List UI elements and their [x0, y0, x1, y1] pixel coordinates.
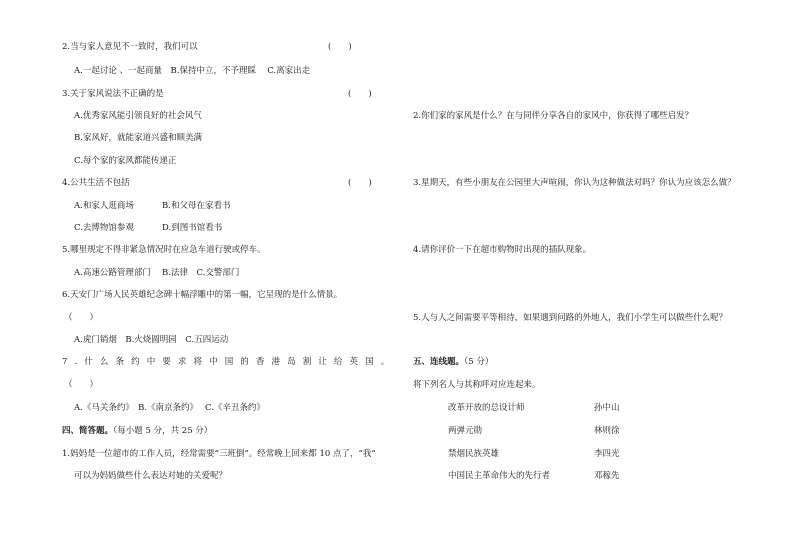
match-right-item: 林则徐	[594, 426, 620, 436]
match-left-item: 禁烟民族英雄	[448, 449, 500, 459]
q4-option-d: D.到图书馆看书	[162, 223, 223, 233]
short-answer-q4: 4.请你评价一下在超市购物时出现的插队现象。	[413, 245, 592, 255]
q3-answer-paren: ( )	[348, 89, 372, 99]
q3-option-b: B.家风好，就能家道兴盛和顺美满	[74, 133, 202, 143]
q4-option-c: C.去博物馆参观	[74, 223, 134, 233]
short-answer-q1-line2: 可以为妈妈做些什么表达对她的关爱呢？	[74, 471, 228, 481]
match-right-item: 李四光	[594, 449, 620, 459]
q6-stem: 6.天安门广场人民英雄纪念碑十幅浮雕中的第一幅，它呈现的是什么情景。	[62, 290, 343, 300]
q4-option-a: A.和家人逛商场	[74, 201, 134, 211]
match-left-item: 中国民主革命伟大的先行者	[448, 471, 551, 481]
match-left-item: 两弹元勋	[448, 426, 483, 436]
section-4-note: （每小题 5 分，共 25 分）	[113, 426, 213, 436]
short-answer-q2: 2.你们家的家风是什么？在与同伴分享各自的家风中，你获得了哪些启发？	[413, 111, 694, 121]
q2-options: A.一起讨论 、一起商量 B.保持中立，不予理睬 C.离家出走	[74, 66, 311, 76]
q3-stem: 3.关于家风说法不正确的是	[62, 89, 164, 99]
q4-stem: 4.公共生活不包括	[62, 178, 130, 188]
q2-stem: 2.当与家人意见不一致时，我们可以	[62, 42, 198, 52]
q3-option-c: C.每个家的家风都能传递正	[74, 156, 177, 166]
short-answer-q3: 3.星期天，有些小朋友在公园里大声喧闹，你认为这种做法对吗？你认为应该怎么做？	[413, 178, 736, 188]
section-5-title: 五、连线题。	[413, 357, 465, 367]
section-4-heading	[62, 427, 212, 436]
q2-answer-paren: ( )	[328, 42, 352, 52]
q6-answer-paren: （ ）	[64, 313, 99, 323]
match-right-item: 邓稼先	[594, 471, 620, 481]
section-5-instruction: 将下列名人与其称呼对应连起来。	[413, 380, 541, 390]
q7-options: A.《马关条约》 B.《南京条约》 C.《辛丑条约》	[74, 403, 265, 413]
q6-options: A.虎门销烟 B.火烧圆明园 C.五四运动	[74, 335, 229, 345]
section-4-title: 四、简答题。	[62, 426, 114, 436]
match-right-item: 孙中山	[594, 403, 620, 413]
q4-answer-paren: ( )	[348, 178, 372, 188]
short-answer-q5: 5.人与人之间需要平等相待，如果遇到问路的外地人，我们小学生可以做些什么呢？	[413, 313, 728, 323]
q5-options: A.高速公路管理部门 B.法律 C.交警部门	[74, 268, 240, 278]
section-5-heading	[413, 358, 493, 367]
short-answer-q1-line1: 1.妈妈是一位超市的工作人员，经常需要“三班倒”。经常晚上回来都 10 点了，“我”	[62, 449, 376, 459]
q7-stem: 7.什么条约中要求将中国的香港岛割让给英国。	[62, 357, 397, 367]
q3-option-a: A.优秀家风能引领良好的社会风气	[74, 111, 202, 121]
q7-answer-paren: （ ）	[64, 380, 99, 390]
q5-stem: 5.哪里规定不得非紧急情况时在应急车道行驶或停车。	[62, 245, 266, 255]
section-5-note: （5 分）	[464, 357, 494, 367]
q4-option-b: B.和父母在家看书	[162, 201, 231, 211]
match-left-item: 改革开放的总设计师	[448, 403, 525, 413]
